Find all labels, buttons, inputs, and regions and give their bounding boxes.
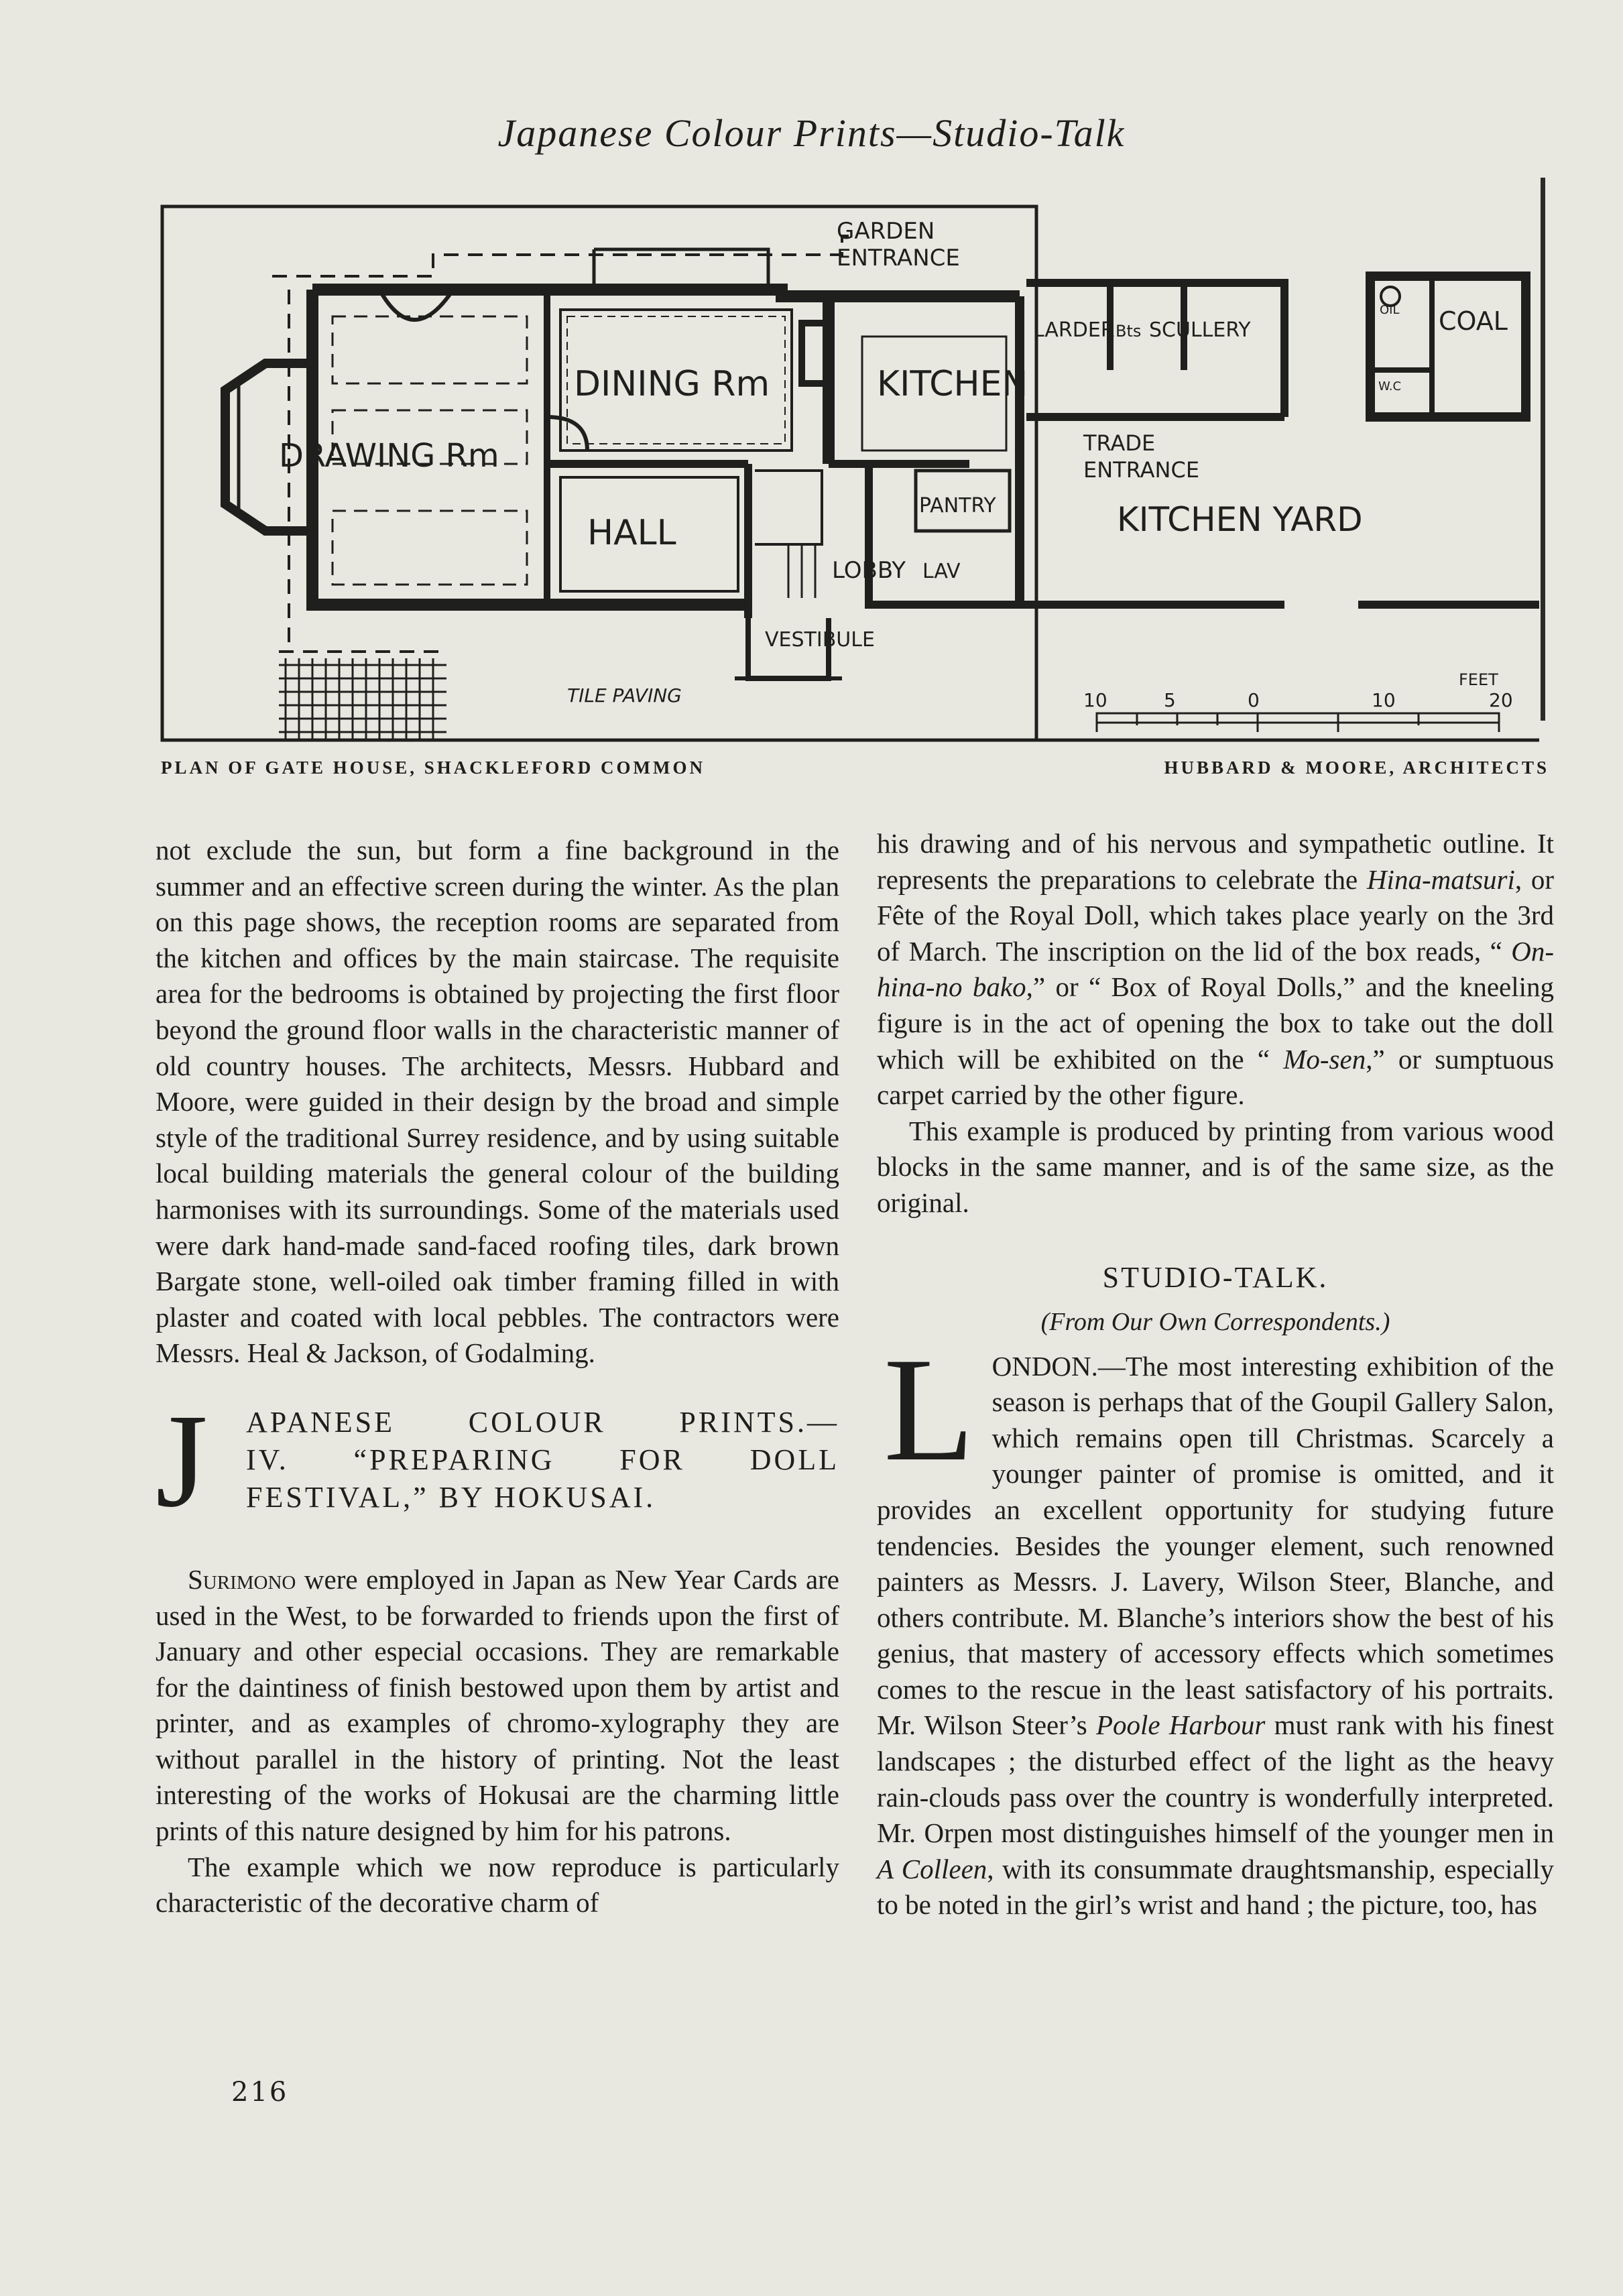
drop-cap: J (156, 1386, 208, 1535)
plan-label-vestibule: VESTIBULE (765, 628, 875, 652)
tile-paving-grid (279, 658, 446, 739)
plan-label-oil: OIL (1380, 303, 1400, 317)
wall (312, 290, 1020, 296)
drawing-room-rug (333, 511, 527, 585)
plan-label-dining: DINING Rm (574, 364, 770, 404)
running-title: Japanese Colour Prints—Studio-Talk (497, 111, 1126, 155)
italic-term: Hina-matsuri (1366, 863, 1515, 895)
body-text: ,” or sumptuous carpet carried by the other figure. (877, 1043, 1554, 1111)
heading-line: IV. “PREPARING FOR DOLL (246, 1443, 839, 1476)
lead-word: Surimono (188, 1563, 296, 1595)
plan-label-tile-paving: TILE PAVING (567, 684, 682, 707)
floor-plan-drawing (158, 196, 1546, 745)
stair-treads (788, 544, 815, 598)
plan-scale-tick: 10 (1372, 689, 1396, 711)
wall (1026, 283, 1284, 417)
body-paragraph: The example which we now reproduce is particularly characteristic of the decorative charm of (156, 1851, 839, 1919)
wall (1370, 276, 1432, 417)
section-heading: STUDIO-TALK. (1102, 1260, 1329, 1294)
plan-scale-tick: 0 (1248, 689, 1260, 711)
body-paragraph (877, 826, 1554, 1113)
plan-label-garden: GARDEN (837, 218, 935, 245)
plan-label-coal: COAL (1439, 306, 1508, 336)
page-number: 216 (231, 2077, 289, 2108)
plan-label-hall: HALL (587, 513, 676, 553)
italic-term: Mo-sen (1283, 1043, 1366, 1075)
plan-scale-tick: 20 (1489, 689, 1513, 711)
architect-credit: HUBBARD & MOORE, ARCHITECTS (1164, 758, 1549, 778)
italic-title: Poole Harbour (1095, 1709, 1266, 1741)
plan-label-lavatory: LAV (922, 560, 961, 583)
plan-scale-tick: 10 (1083, 689, 1107, 711)
plan-label-kitchen-yard: KITCHEN YARD (1117, 500, 1363, 539)
body-text: , with its consummate draughtsmanship, especially to be noted in the girl’s wrist and hand ; the picture, too, has (877, 1853, 1555, 1921)
staircase (755, 471, 822, 544)
body-text: ,” or “ Box of Royal Dolls,” and the kneeling figure is in the act of opening the box to take out the doll which will be exhibited on the “ (877, 971, 1554, 1075)
plan-scale-tick: 5 (1164, 689, 1176, 711)
article-heading (156, 1386, 839, 1562)
plan-label-garden-entrance: ENTRANCE (837, 245, 960, 271)
italic-term: On-hina-no bako (877, 935, 1554, 1003)
heading-line: APANESE COLOUR PRINTS.— (246, 1405, 839, 1439)
london-section (877, 1327, 1555, 1924)
body-text: , or Fête of the Royal Doll, which takes place yearly on the 3rd of March. The inscription on the lid of the box reads, “ (877, 863, 1554, 967)
body-paragraph (877, 1327, 1555, 1924)
plan-label-kitchen: KITCHEN (877, 364, 1028, 404)
plan-label-scullery: SCULLERY (1149, 318, 1251, 342)
plan-label-pantry: PANTRY (919, 494, 996, 518)
fireplace (547, 417, 587, 450)
plan-label-wc: W.C (1378, 379, 1402, 394)
coal-store-wall (1370, 276, 1526, 417)
body-text: ONDON.—The most interesting exhibition of the season is perhaps that of the Goupil Gallery Salon, which remains open till Christmas. Scarcely a younger painter of promise is omitted, and it provides an excellent opportunity for studying future tendencies. Besides the younger element, such renowned painters as Messrs. J. Lavery, Wilson Steer, Blanche, and others contribute. M. Blanche’s interiors show the best of his genius, that mastery of accessory effects which sometimes comes to the rescue in the least satisfactory of his portraits. Mr. Wilson Steer’s (877, 1350, 1554, 1741)
right-column (877, 826, 1554, 1923)
wall (312, 538, 748, 605)
plan-label-larder: LARDER (1033, 318, 1115, 342)
body-paragraph (156, 1562, 839, 1850)
section-subheading: (From Our Own Correspondents.) (1040, 1307, 1390, 1336)
body-text: were employed in Japan as New Year Cards are used in the West, to be forwarded to friends upon the first of January and other especial occasions. They are remarkable for the daintiness of finish bestowed upon them by artist and printer, and as examples of chromo-xylography they are without parallel in the history of printing. Not the least interesting of the works of Hokusai are the charming little prints of this nature designed by him for his patrons. (156, 1563, 839, 1847)
upper-floor-outline (272, 236, 849, 276)
drawing-room-rug (333, 316, 527, 383)
scale-bar (1097, 713, 1499, 723)
plan-caption: PLAN OF GATE HOUSE, SHACKLEFORD COMMON (161, 758, 706, 778)
plan-scale-feet: FEET (1459, 670, 1498, 689)
plan-label-trade: TRADE (1083, 430, 1156, 456)
left-column (156, 833, 839, 1921)
heading-line: FESTIVAL,” BY HOKUSAI. (246, 1480, 656, 1514)
body-text: his drawing and of his nervous and sympathetic outline. It represents the preparations to celebrate the (877, 828, 1554, 895)
plan-label-lobby: LOBBY (832, 557, 906, 584)
plan-label-drawing: DRAWING Rm (279, 437, 499, 475)
italic-title: A Colleen (877, 1853, 987, 1884)
body-text: must rank with his finest landscapes ; the disturbed effect of the light as the heavy rain-clouds pass over the country is wonderfully interpreted. Mr. Orpen most distinguishes himself of the younger men in (877, 1709, 1555, 1849)
floor-plan (158, 196, 1546, 745)
body-paragraph: This example is produced by printing from various wood blocks in the same manner, and is of the same size, as the original. (877, 1115, 1554, 1218)
body-paragraph: not exclude the sun, but form a fine background in the summer and an effective screen during the winter. As the plan on this page shows, the reception rooms are separated from the kitchen and offices by the main staircase. The requisite area for the bedrooms is obtained by projecting the first floor beyond the ground floor walls in the characteristic manner of old country houses. The architects, Messrs. Hubbard and Moore, were guided in their design by the broad and simple style of the traditional Surrey residence, and by using suitable local building materials the general colour of the building harmonises with its surroundings. Some of the materials used were dark hand-made sand-faced roofing tiles, dark brown Bargate stone, well-oiled oak timber framing filled in with plaster and coated with local pebbles. The contractors were Messrs. Heal & Jackson, of Godalming. (156, 835, 839, 1369)
plan-label-trade-entrance: ENTRANCE (1083, 457, 1200, 483)
drop-cap: L (884, 1327, 975, 1492)
plan-label-boots: Bts (1116, 322, 1142, 341)
